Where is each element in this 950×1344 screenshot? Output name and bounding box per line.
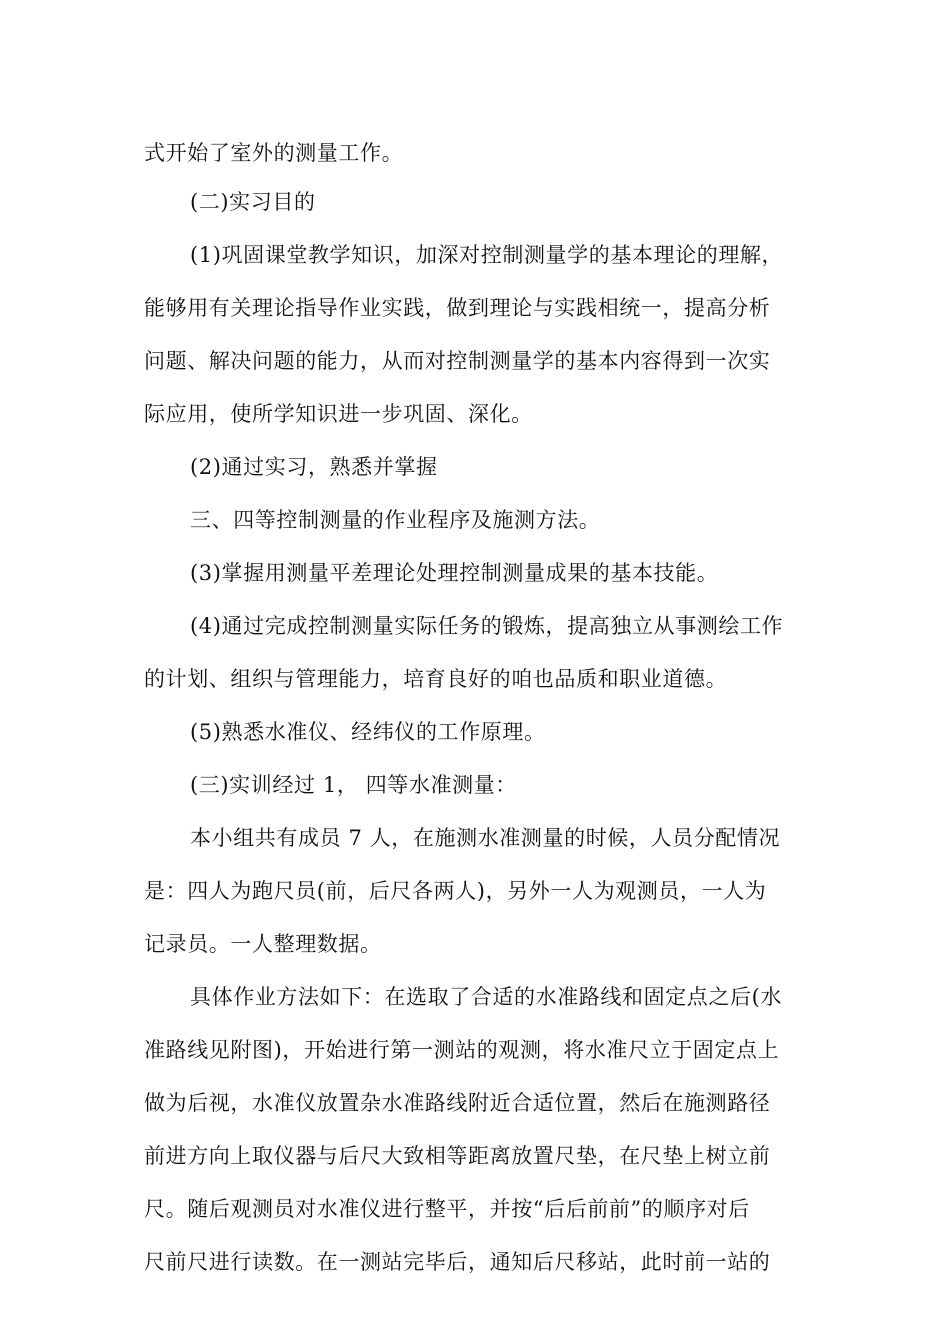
text-line: 式开始了室外的测量工作。 bbox=[144, 141, 404, 165]
text-line: 能够用有关理论指导作业实践，做到理论与实践相统一，提高分析 bbox=[144, 296, 771, 320]
text-line: 尺。随后观测员对水准仪进行整平，并按“后后前前”的顺序对后 bbox=[144, 1197, 750, 1221]
text-line: 本小组共有成员 7 人，在施测水准测量的时候，人员分配情况 bbox=[190, 826, 781, 850]
text-line: 尺前尺进行读数。在一测站完毕后，通知后尺移站，此时前一站的 bbox=[144, 1250, 771, 1274]
text-line: 准路线见附图)，开始进行第一测站的观测，将水准尺立于固定点上 bbox=[144, 1038, 780, 1062]
section-heading: (二)实习目的 bbox=[190, 190, 316, 214]
text-line: 三、四等控制测量的作业程序及施测方法。 bbox=[190, 508, 601, 532]
text-line: 做为后视，水准仪放置杂水准路线附近合适位置，然后在施测路径 bbox=[144, 1091, 771, 1115]
text-line: (4)通过完成控制测量实际任务的锻炼，提高独立从事测绘工作 bbox=[190, 614, 784, 638]
text-line: 是：四人为跑尺员(前，后尺各两人)，另外一人为观测员，一人为 bbox=[144, 879, 767, 903]
text-line: 的计划、组织与管理能力，培育良好的咱也品质和职业道德。 bbox=[144, 667, 728, 691]
text-line: (5)熟悉水准仪、经纬仪的工作原理。 bbox=[190, 720, 546, 744]
text-line: (1)巩固课堂教学知识，加深对控制测量学的基本理论的理解， bbox=[190, 243, 784, 267]
text-line: 记录员。一人整理数据。 bbox=[144, 932, 382, 956]
text-line: (3)掌握用测量平差理论处理控制测量成果的基本技能。 bbox=[190, 561, 719, 585]
text-line: 际应用，使所学知识进一步巩固、深化。 bbox=[144, 402, 533, 426]
text-line: 问题、解决问题的能力，从而对控制测量学的基本内容得到一次实 bbox=[144, 349, 771, 373]
text-line: (2)通过实习，熟悉并掌握 bbox=[190, 455, 438, 479]
section-heading: (三)实训经过 1， 四等水准测量： bbox=[190, 773, 517, 797]
text-line: 具体作业方法如下：在选取了合适的水准路线和固定点之后(水 bbox=[190, 985, 782, 1009]
text-line: 前进方向上取仪器与后尺大致相等距离放置尺垫，在尺垫上树立前 bbox=[144, 1144, 771, 1168]
